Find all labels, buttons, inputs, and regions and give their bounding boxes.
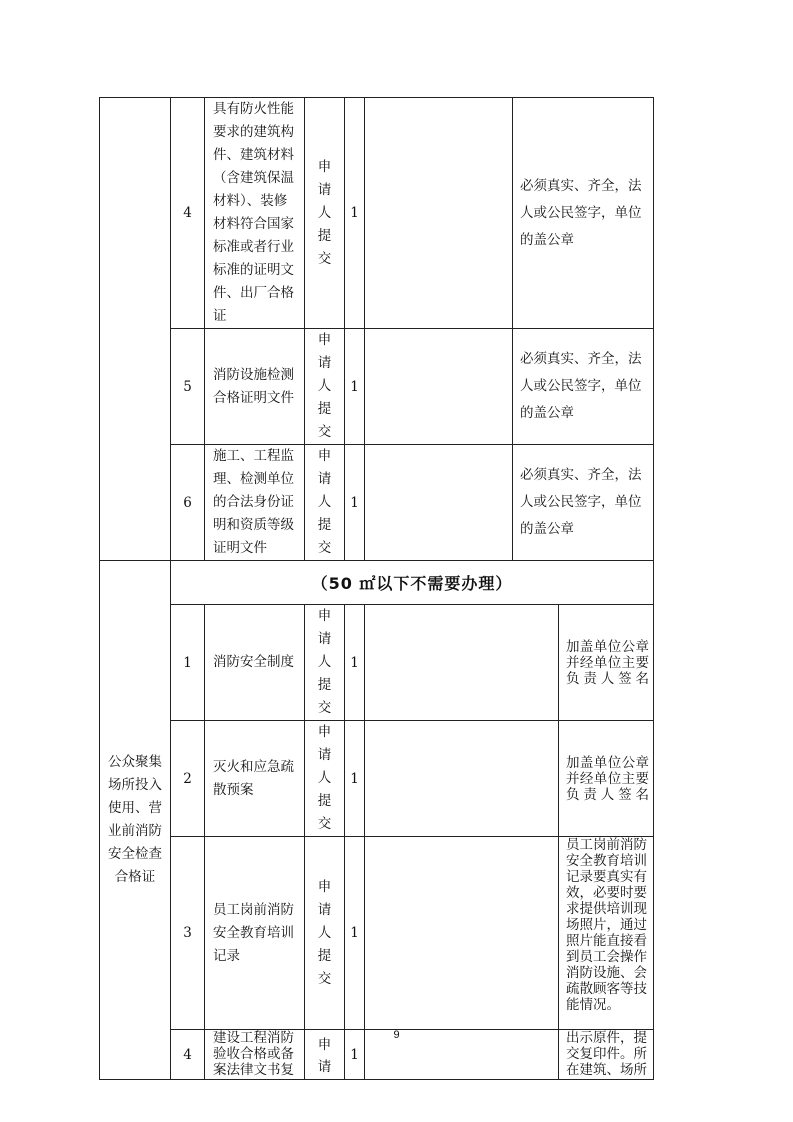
material-source: 申请人提交: [305, 98, 345, 329]
material-count: 1: [345, 98, 365, 329]
row-number: 5: [171, 329, 205, 445]
table-row: [100, 561, 654, 605]
material-name: 施工、工程监理、检测单位的合法身份证明和资质等级证明文件: [205, 445, 305, 561]
material-name: 灭火和应急疏散预案: [205, 721, 305, 837]
empty-cell: [365, 605, 559, 721]
row-number: 2: [171, 721, 205, 837]
table-row: [100, 721, 654, 837]
empty-cell: [365, 837, 559, 1030]
table-row: [100, 98, 654, 329]
material-source: 申请人提交: [305, 445, 345, 561]
material-note: 加盖单位公章并经单位主要负责人签名: [559, 721, 654, 837]
empty-cell: [365, 98, 513, 329]
material-source: 申请人提交: [305, 837, 345, 1030]
material-name: 消防设施检测合格证明文件: [205, 329, 305, 445]
material-count: 1: [345, 445, 365, 561]
empty-cell: [365, 721, 559, 837]
material-count: 1: [345, 1030, 365, 1080]
material-name: 消防安全制度: [205, 605, 305, 721]
page-number: 9: [393, 1029, 400, 1041]
category-cell: 公众聚集场所投入使用、营业前消防安全检查合格证: [100, 561, 171, 1080]
row-number: 1: [171, 605, 205, 721]
table-row: [100, 329, 654, 445]
row-number: 4: [171, 98, 205, 329]
material-source: 申请人提交: [305, 329, 345, 445]
material-source: 申请人提交: [305, 605, 345, 721]
material-count: 1: [345, 721, 365, 837]
table-row: [100, 837, 654, 1030]
material-note: 员工岗前消防安全教育培训记录要真实有效，必要时要求提供培训现场照片，通过照片能直接看到员工会操作消防设施、会疏散顾客等技能情况。: [559, 837, 654, 1030]
material-note: 必须真实、齐全，法人或公民签字，单位的盖公章: [513, 329, 654, 445]
category-cell: [100, 98, 171, 561]
material-note: 必须真实、齐全，法人或公民签字，单位的盖公章: [513, 98, 654, 329]
row-number: 6: [171, 445, 205, 561]
material-name: 具有防火性能要求的建筑构件、建筑材料（含建筑保温材料）、装修材料符合国家标准或者行业标准的证明文件、出厂合格证: [205, 98, 305, 329]
table-row: [100, 445, 654, 561]
material-count: 1: [345, 837, 365, 1030]
material-count: 1: [345, 329, 365, 445]
table-row: [100, 605, 654, 721]
material-note: 出示原件，提交复印件。所在建筑、场所: [559, 1030, 654, 1080]
material-note: 必须真实、齐全，法人或公民签字，单位的盖公章: [513, 445, 654, 561]
material-note: 加盖单位公章并经单位主要负责人签名: [559, 605, 654, 721]
empty-cell: [365, 445, 513, 561]
material-source: 申请人提交: [305, 721, 345, 837]
empty-cell: [365, 329, 513, 445]
material-count: 1: [345, 605, 365, 721]
banner-note: （50 ㎡以下不需要办理）: [171, 561, 654, 605]
material-name: 建设工程消防验收合格或备案法律文书复: [205, 1030, 305, 1080]
row-number: 3: [171, 837, 205, 1030]
materials-table: [99, 97, 654, 1080]
material-name: 员工岗前消防安全教育培训记录: [205, 837, 305, 1030]
row-number: 4: [171, 1030, 205, 1080]
material-source: 申请: [305, 1030, 345, 1080]
